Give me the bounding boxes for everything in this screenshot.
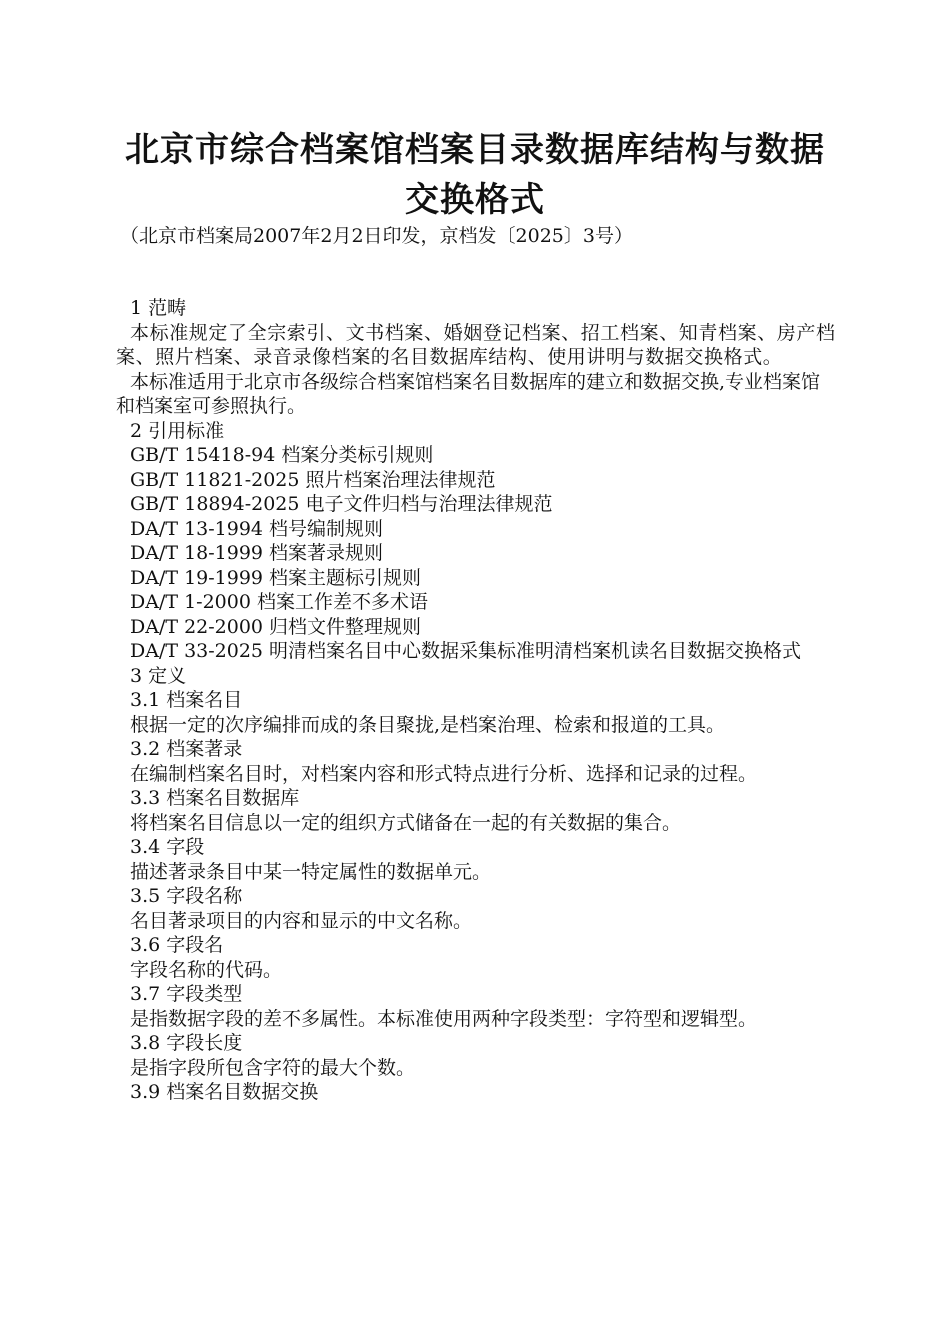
definition-text: 将档案名目信息以一定的组织方式储备在一起的有关数据的集合。 [130, 811, 682, 834]
definition-text: 是指字段所包含字符的最大个数。 [130, 1056, 416, 1079]
section-heading: 1 范畴 [130, 297, 187, 319]
definition-text: 是指数据字段的差不多属性。本标准使用两种字段类型：字符型和逻辑型。 [130, 1007, 758, 1030]
definition-text: 根据一定的次序编排而成的条目聚拢,是档案治理、检索和报道的工具。 [130, 713, 726, 736]
definition-text: 名目著录项目的内容和显示的中文名称。 [130, 909, 473, 932]
reference-standard: GB/T 15418-94 档案分类标引规则 [130, 444, 434, 466]
document-subtitle: （北京市档案局2007年2月2日印发，京档发〔2025〕3号） [120, 225, 633, 247]
definition-heading: 3.1 档案名目 [130, 689, 243, 711]
definition-text: 描述著录条目中某一特定属性的数据单元。 [130, 860, 492, 883]
definition-heading: 3.4 字段 [130, 836, 205, 858]
definition-heading: 3.9 档案名目数据交换 [130, 1081, 319, 1103]
reference-standard: GB/T 11821-2025 照片档案治理法律规范 [130, 468, 496, 491]
definition-heading: 3.3 档案名目数据库 [130, 787, 300, 809]
definition-heading: 3.6 字段名 [130, 934, 224, 956]
definition-heading: 3.8 字段长度 [130, 1032, 243, 1054]
paragraph: 本标准规定了全宗索引、文书档案、婚姻登记档案、招工档案、知青档案、房产档案、照片档案、录音录像档案的名目数据库结构、使用讲明与数据交换格式。 [116, 321, 836, 368]
section-heading: 2 引用标准 [130, 419, 225, 442]
paragraph: 本标准适用于北京市各级综合档案馆档案名目数据库的建立和数据交换,专业档案馆和档案室可参照执行。 [116, 370, 821, 417]
document-body [116, 296, 836, 1105]
document-title-line-2: 交换格式 [405, 180, 545, 220]
reference-standard: DA/T 22-2000 归档文件整理规则 [130, 615, 422, 638]
reference-standard: DA/T 18-1999 档案著录规则 [130, 542, 384, 564]
reference-standard: DA/T 13-1994 档号编制规则 [130, 517, 384, 540]
reference-standard: GB/T 18894-2025 电子文件归档与治理法律规范 [130, 493, 553, 515]
definition-heading: 3.7 字段类型 [130, 983, 243, 1005]
reference-standard: DA/T 1-2000 档案工作差不多术语 [130, 591, 428, 613]
definition-heading: 3.2 档案著录 [130, 738, 243, 760]
reference-standard: DA/T 19-1999 档案主题标引规则 [130, 566, 422, 589]
reference-standard: DA/T 33-2025 明清档案名目中心数据采集标准明清档案机读名目数据交换格式 [130, 640, 802, 662]
section-heading: 3 定义 [130, 664, 187, 687]
definition-text: 字段名称的代码。 [130, 958, 283, 981]
definition-heading: 3.5 字段名称 [130, 885, 243, 907]
definition-text: 在编制档案名目时，对档案内容和形式特点进行分析、选择和记录的过程。 [130, 762, 758, 785]
document-title-line-1: 北京市综合档案馆档案目录数据库结构与数据 [125, 130, 825, 170]
